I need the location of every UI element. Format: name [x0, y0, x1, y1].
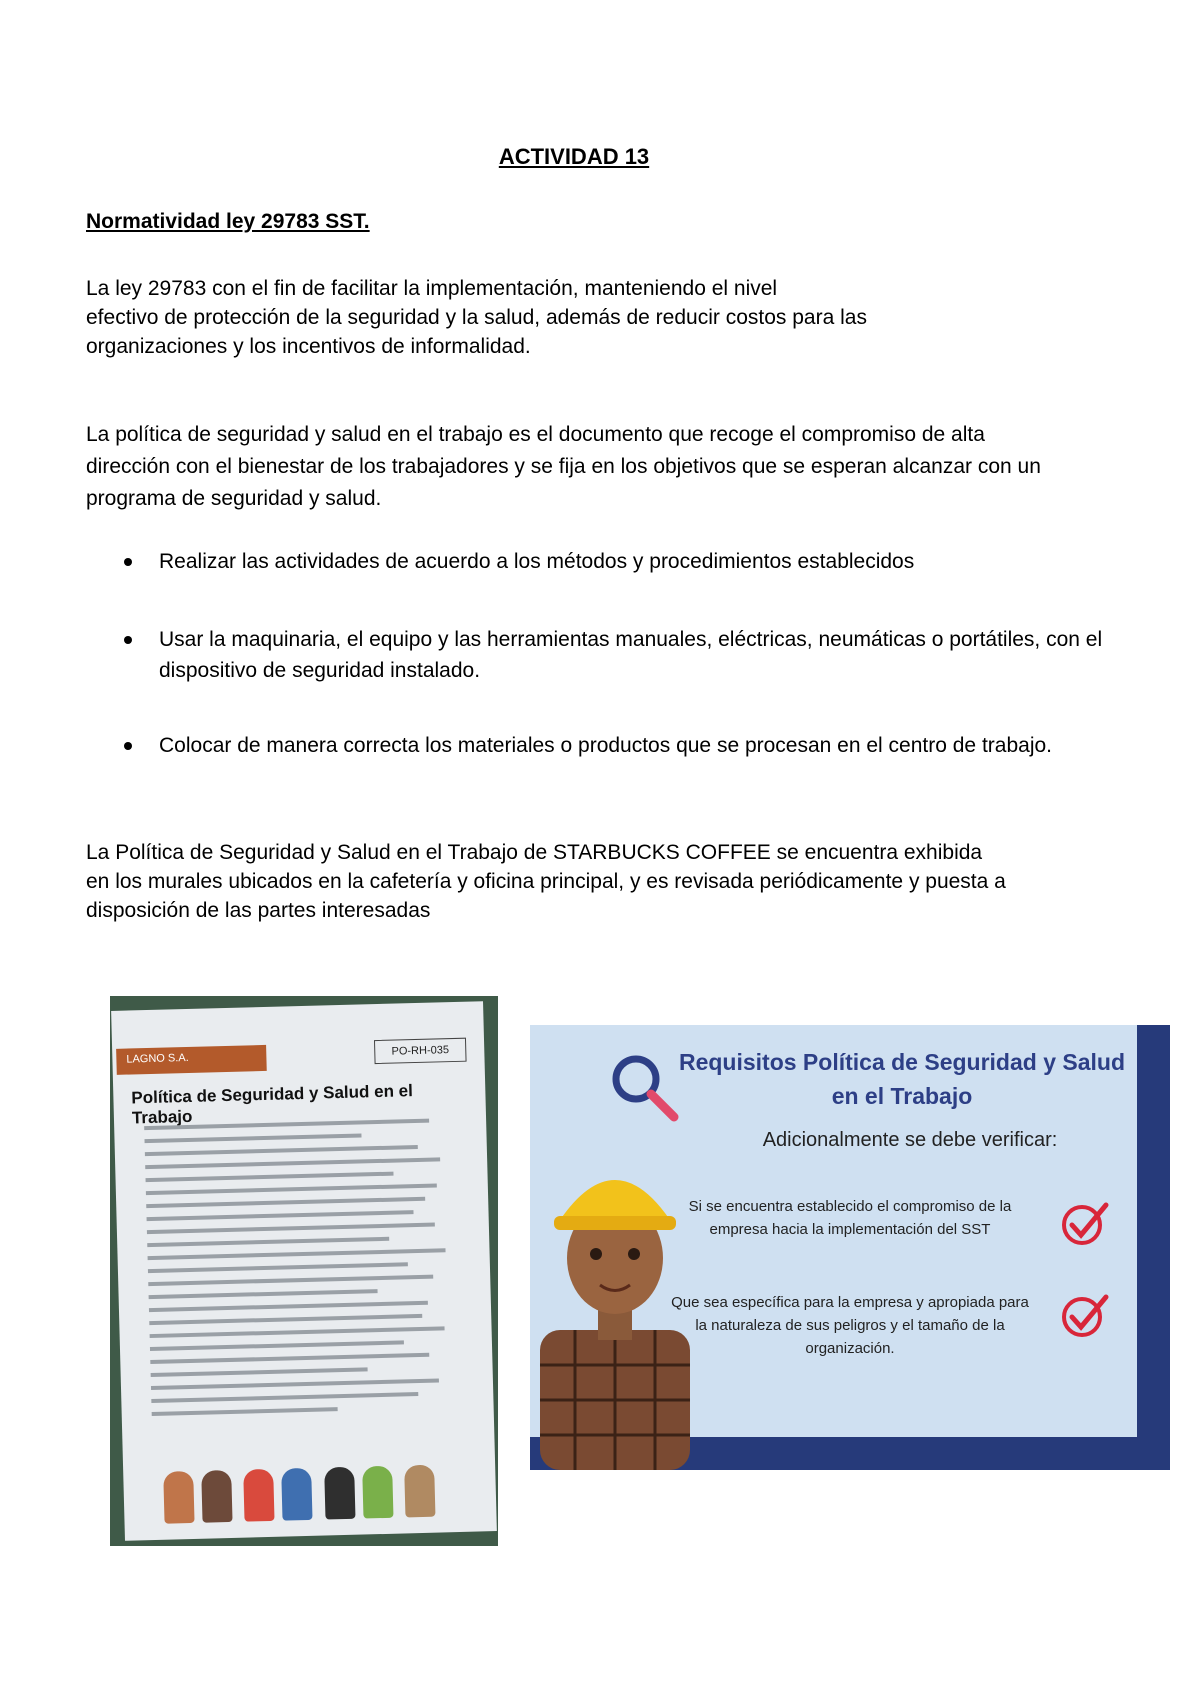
section-subtitle: Normatividad ley 29783 SST.	[86, 210, 370, 233]
check-icon	[1060, 1289, 1112, 1341]
list-item-text: Colocar de manera correcta los materiales o productos que se procesan en el centro de trabajo.	[159, 734, 1052, 757]
paragraph-intro-line: La ley 29783 con el fin de facilitar la implementación, manteniendo el nivel	[86, 277, 778, 300]
infographic-title: Requisitos Política de Seguridad y Salud en el Trabajo	[678, 1049, 1126, 1109]
policy-photo	[110, 996, 498, 1546]
paragraph-starbucks: La Política de Seguridad y Salud en el Trabajo de STARBUCKS COFFEE se encuentra exhibida en los murales ubicados en la cafetería y oficina principal, y es revisada periódicamente y puesta a disposición de las partes interesadas	[86, 841, 1006, 922]
paragraph-intro-line: efectivo de protección de la seguridad y la salud, además de reducir costos para las	[86, 306, 867, 329]
infographic-subtitle: Adicionalmente se debe verificar:	[762, 1129, 1058, 1151]
page-title: ACTIVIDAD 13	[498, 144, 650, 169]
infographic-panel	[530, 1025, 1137, 1437]
policy-text-lines	[144, 1118, 462, 1425]
paragraph-policy: La política de seguridad y salud en el trabajo es el documento que recoge el compromiso de alta dirección con el bienestar de los trabajadores y se fija en los objetivos que se esperan alcanzar con un programa de seguridad y salud.	[86, 423, 1041, 510]
paragraph-intro	[86, 274, 1046, 361]
magnifier-icon	[608, 1051, 680, 1123]
policy-sheet	[111, 1001, 497, 1541]
document-code: PO-RH-035	[374, 1038, 467, 1064]
list-item	[86, 546, 1139, 577]
company-band: LAGNO S.A.	[116, 1045, 267, 1075]
list-item-text: Usar la maquinaria, el equipo y las herramientas manuales, eléctricas, neumáticas o portátiles, con el dispositivo de seguridad instalado.	[159, 628, 1103, 682]
people-illustration	[163, 1463, 484, 1531]
check-icon	[1060, 1197, 1112, 1249]
bullet-icon	[124, 558, 132, 566]
bullet-icon	[124, 636, 132, 644]
requirement-item: Si se encuentra establecido el compromiso de la empresa hacia la implementación del SST	[688, 1198, 1012, 1238]
requirements-infographic	[530, 1025, 1170, 1470]
paragraph-intro-line: organizaciones y los incentivos de informalidad.	[86, 335, 531, 358]
list-item-text: Realizar las actividades de acuerdo a los métodos y procedimientos establecidos	[159, 550, 915, 573]
worker-illustration	[530, 1140, 700, 1470]
list-item	[86, 730, 1139, 761]
bullet-icon	[124, 742, 132, 750]
list-item	[86, 624, 1139, 686]
requirement-item: Que sea específica para la empresa y apropiada para la naturaleza de sus peligros y el tamaño de la organización.	[671, 1294, 1029, 1357]
policy-title: Política de Seguridad y Salud en el Trabajo	[131, 1081, 414, 1128]
